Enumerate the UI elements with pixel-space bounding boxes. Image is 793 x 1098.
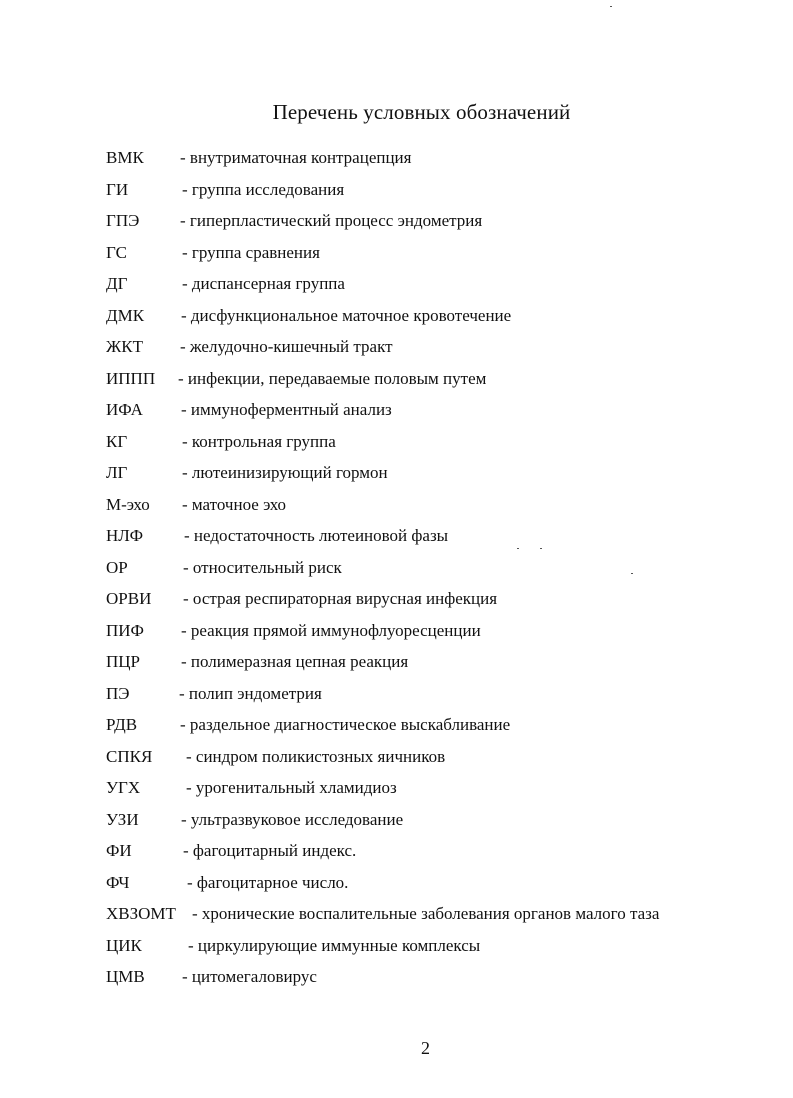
definition: - полимеразная цепная реакция [181, 652, 409, 671]
abbreviation: РДВ [106, 715, 138, 734]
abbreviation: ГС [106, 242, 127, 262]
list-item [106, 961, 766, 993]
list-item [106, 709, 766, 741]
list-item [106, 174, 766, 206]
definition: - гиперпластический процесс эндометрия [180, 211, 483, 230]
abbreviation: КГ [106, 431, 128, 451]
list-item [106, 237, 766, 269]
abbreviation: ДГ [106, 274, 128, 293]
definition: - дисфункциональное маточное кровотечение [181, 305, 512, 325]
definition: - циркулирующие иммунные комплексы [188, 935, 481, 955]
definition: - инфекции, передаваемые половым путем [178, 368, 487, 388]
list-item [106, 363, 766, 395]
abbreviation: ФЧ [106, 872, 130, 892]
abbreviation: ОРВИ [106, 589, 152, 608]
list-item [106, 930, 766, 962]
list-item [106, 741, 766, 773]
list-item [106, 804, 766, 836]
definition: - относительный риск [183, 557, 342, 577]
definition: - диспансерная группа [182, 274, 345, 293]
list-item [106, 552, 766, 584]
definition: - контрольная группа [182, 431, 336, 451]
definition: - реакция прямой иммунофлуоресценции [181, 620, 481, 640]
abbreviation: СПКЯ [106, 746, 153, 766]
definition: - группа сравнения [182, 242, 320, 262]
list-item [106, 142, 766, 174]
abbreviation: НЛФ [106, 526, 144, 545]
abbreviation: ЦИК [106, 935, 142, 955]
list-item [106, 300, 766, 332]
list-item [106, 835, 766, 867]
definition: - цитомегаловирус [182, 967, 317, 986]
page-number: 2 [421, 1038, 430, 1058]
abbreviation: ГПЭ [106, 211, 140, 230]
abbreviation: ДМК [106, 305, 145, 325]
abbreviation: ЖКТ [106, 337, 143, 356]
abbreviation: УЗИ [106, 809, 139, 829]
list-item [106, 615, 766, 647]
abbreviation: ИППП [106, 368, 156, 388]
definition: - острая респираторная вирусная инфекция [183, 589, 498, 608]
list-item [106, 520, 766, 552]
list-item [106, 678, 766, 710]
abbreviation-list [106, 142, 766, 993]
list-item [106, 867, 766, 899]
list-item [106, 457, 766, 489]
abbreviation: ИФА [106, 400, 143, 419]
abbreviation: ПЦР [106, 652, 141, 671]
abbreviation: ФИ [106, 841, 132, 860]
abbreviation: ПЭ [106, 683, 130, 703]
abbreviation: ЛГ [106, 463, 128, 482]
definition: - фагоцитарное число. [187, 872, 349, 892]
abbreviation: ПИФ [106, 620, 144, 640]
definition: - недостаточность лютеиновой фазы [184, 526, 449, 545]
list-item [106, 268, 766, 300]
abbreviation: ВМК [106, 148, 144, 167]
scan-speck [610, 6, 612, 7]
page-title: Перечень условных обозначений [272, 100, 571, 124]
abbreviation: М-эхо [106, 494, 150, 514]
list-item [106, 898, 766, 930]
definition: - маточное эхо [182, 494, 287, 514]
abbreviation: ХВЗОМТ [106, 904, 176, 923]
definition: - полип эндометрия [179, 683, 322, 703]
list-item [106, 426, 766, 458]
definition: - желудочно-кишечный тракт [180, 337, 393, 356]
definition: - лютеинизирующий гормон [182, 463, 388, 482]
definition: - хронические воспалительные заболевания органов малого таза [192, 904, 660, 923]
abbreviation: ГИ [106, 179, 129, 199]
definition: - урогенитальный хламидиоз [186, 778, 397, 797]
scan-speck [517, 548, 519, 549]
abbreviation: ЦМВ [106, 967, 145, 986]
list-item [106, 331, 766, 363]
definition: - раздельное диагностическое выскабливание [180, 715, 511, 734]
scan-speck [631, 573, 633, 574]
definition: - фагоцитарный индекс. [183, 841, 357, 860]
definition: - группа исследования [182, 179, 345, 199]
definition: - иммуноферментный анализ [181, 400, 392, 419]
abbreviation: УГХ [106, 778, 141, 797]
scan-speck [540, 548, 542, 549]
definition: - синдром поликистозных яичников [186, 746, 446, 766]
list-item [106, 772, 766, 804]
abbreviation: ОР [106, 557, 128, 577]
list-item [106, 394, 766, 426]
list-item [106, 205, 766, 237]
list-item [106, 646, 766, 678]
list-item [106, 583, 766, 615]
definition: - внутриматочная контрацепция [180, 148, 412, 167]
list-item [106, 489, 766, 521]
definition: - ультразвуковое исследование [181, 809, 404, 829]
